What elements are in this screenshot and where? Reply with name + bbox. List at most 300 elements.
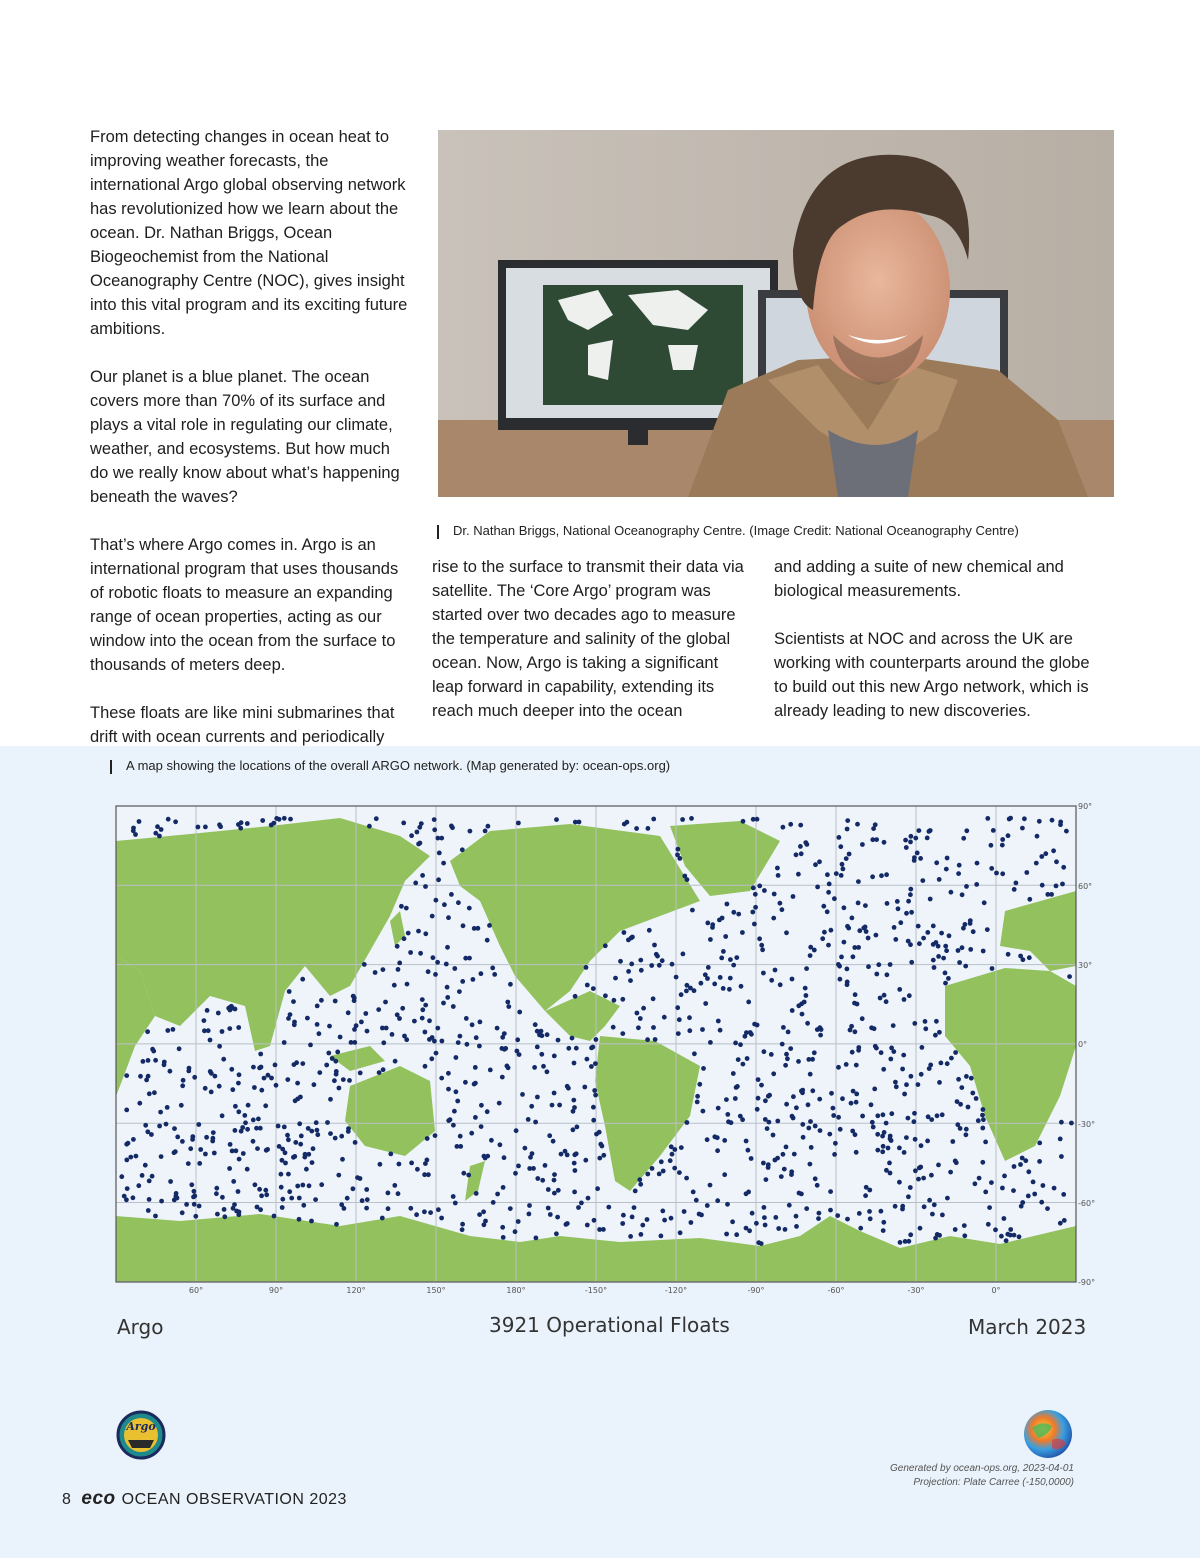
float-marker: [280, 1197, 285, 1202]
float-marker: [701, 1066, 706, 1071]
float-marker: [184, 1202, 189, 1207]
float-marker: [763, 1098, 768, 1103]
float-marker: [585, 983, 590, 988]
float-marker: [725, 1202, 730, 1207]
float-marker: [217, 1084, 222, 1089]
float-marker: [238, 826, 243, 831]
float-marker: [409, 833, 414, 838]
float-marker: [177, 1046, 182, 1051]
float-marker: [464, 1016, 469, 1021]
float-marker: [351, 994, 356, 999]
float-marker: [276, 1124, 281, 1129]
float-marker: [486, 824, 491, 829]
float-marker: [626, 969, 631, 974]
float-marker: [1037, 1159, 1042, 1164]
float-marker: [906, 899, 911, 904]
float-marker: [857, 928, 862, 933]
float-marker: [651, 817, 656, 822]
lat-label-60s: -60°: [1078, 1199, 1096, 1208]
float-marker: [923, 1019, 928, 1024]
float-marker: [501, 1185, 506, 1190]
float-marker: [840, 862, 845, 867]
float-marker: [253, 1182, 258, 1187]
lon-label-90w: -90°: [747, 1286, 765, 1295]
float-marker: [689, 816, 694, 821]
float-marker: [1019, 1204, 1024, 1209]
float-marker: [454, 1055, 459, 1060]
float-marker: [228, 1008, 233, 1013]
float-marker: [264, 1192, 269, 1197]
float-marker: [860, 842, 865, 847]
float-marker: [803, 986, 808, 991]
float-marker: [633, 1189, 638, 1194]
float-marker: [618, 959, 623, 964]
float-marker: [948, 1170, 953, 1175]
float-marker: [546, 1206, 551, 1211]
article-column-2: [432, 555, 752, 747]
float-marker: [913, 836, 918, 841]
float-marker: [222, 1207, 227, 1212]
float-marker: [166, 817, 171, 822]
float-marker: [933, 1236, 938, 1241]
float-marker: [762, 1049, 767, 1054]
float-marker: [985, 816, 990, 821]
float-marker: [543, 1163, 548, 1168]
float-marker: [835, 1213, 840, 1218]
float-marker: [425, 1136, 430, 1141]
float-marker: [533, 1120, 538, 1125]
float-marker: [769, 1052, 774, 1057]
float-marker: [1041, 1183, 1046, 1188]
float-marker: [716, 1106, 721, 1111]
float-marker: [638, 1182, 643, 1187]
float-marker: [300, 977, 305, 982]
float-marker: [871, 1125, 876, 1130]
float-marker: [460, 979, 465, 984]
float-marker: [915, 851, 920, 856]
float-marker: [573, 994, 578, 999]
float-marker: [429, 1056, 434, 1061]
float-marker: [576, 1205, 581, 1210]
float-marker: [441, 1001, 446, 1006]
float-marker: [796, 872, 801, 877]
float-marker: [889, 1111, 894, 1116]
float-marker: [433, 972, 438, 977]
float-marker: [741, 1062, 746, 1067]
float-marker: [306, 1126, 311, 1131]
float-marker: [119, 1174, 124, 1179]
float-marker: [1008, 816, 1013, 821]
paragraph-blue-planet: Our planet is a blue planet. The ocean covers more than 70% of its surface and plays a vital role in regulating our climate, weather, and ecosystems. But how much do we really know about what’s happening beneath the waves?: [90, 368, 400, 506]
float-marker: [766, 1165, 771, 1170]
float-marker: [491, 1200, 496, 1205]
float-marker: [193, 1214, 198, 1219]
float-marker: [675, 852, 680, 857]
float-marker: [479, 971, 484, 976]
float-marker: [975, 861, 980, 866]
float-marker: [502, 1155, 507, 1160]
float-marker: [299, 1134, 304, 1139]
float-marker: [257, 1187, 262, 1192]
float-marker: [873, 1044, 878, 1049]
float-marker: [734, 1085, 739, 1090]
float-marker: [773, 968, 778, 973]
float-marker: [950, 1139, 955, 1144]
float-marker: [1054, 859, 1059, 864]
float-marker: [645, 1172, 650, 1177]
intro-paragraph: From detecting changes in ocean heat to improving weather forecasts, the international Argo global observing network has revolutionized how we learn about the ocean. Dr. Nathan Briggs, Ocean Biogeochemist from the National Oceanography Centre (NOC), gives insight into this vital program and its exciting future ambitions.: [90, 128, 408, 338]
float-marker: [749, 1156, 754, 1161]
float-marker: [197, 1204, 202, 1209]
float-marker: [203, 825, 208, 830]
float-marker: [291, 1155, 296, 1160]
float-marker: [741, 819, 746, 824]
float-marker: [345, 1196, 350, 1201]
float-marker: [455, 1099, 460, 1104]
float-marker: [744, 1226, 749, 1231]
float-marker: [955, 1099, 960, 1104]
float-marker: [940, 1213, 945, 1218]
float-marker: [227, 1026, 232, 1031]
float-marker: [705, 921, 710, 926]
float-marker: [245, 821, 250, 826]
float-marker: [147, 1179, 152, 1184]
float-marker: [589, 1046, 594, 1051]
float-marker: [435, 960, 440, 965]
float-marker: [864, 1185, 869, 1190]
float-marker: [190, 1137, 195, 1142]
float-marker: [957, 863, 962, 868]
float-marker: [695, 1094, 700, 1099]
float-marker: [157, 1124, 162, 1129]
float-marker: [162, 1060, 167, 1065]
float-marker: [941, 956, 946, 961]
longitude-labels: [189, 1286, 1001, 1295]
float-marker: [630, 1215, 635, 1220]
float-marker: [380, 1216, 385, 1221]
float-marker: [396, 1191, 401, 1196]
float-marker: [251, 1065, 256, 1070]
lat-label-60n: 60°: [1078, 882, 1093, 891]
float-marker: [181, 1078, 186, 1083]
float-marker: [837, 835, 842, 840]
float-marker: [646, 826, 651, 831]
float-marker: [546, 1187, 551, 1192]
float-marker: [754, 1221, 759, 1226]
float-marker: [175, 1135, 180, 1140]
float-marker: [751, 886, 756, 891]
float-marker: [597, 1156, 602, 1161]
float-marker: [436, 836, 441, 841]
lon-label-150w: -150°: [584, 1286, 608, 1295]
lat-label-0: 0°: [1078, 1040, 1088, 1049]
float-marker: [427, 1018, 432, 1023]
float-marker: [287, 989, 292, 994]
float-marker: [727, 987, 732, 992]
float-marker: [825, 909, 830, 914]
float-marker: [513, 1171, 518, 1176]
float-marker: [495, 1192, 500, 1197]
float-marker: [595, 1186, 600, 1191]
float-marker: [855, 822, 860, 827]
float-marker: [723, 934, 728, 939]
float-marker: [210, 1139, 215, 1144]
float-marker: [620, 1221, 625, 1226]
float-marker: [980, 1113, 985, 1118]
float-marker: [258, 1126, 263, 1131]
float-marker: [217, 1044, 222, 1049]
float-marker: [168, 1179, 173, 1184]
float-marker: [548, 1212, 553, 1217]
float-marker: [981, 949, 986, 954]
float-marker: [365, 1029, 370, 1034]
float-marker: [708, 1183, 713, 1188]
float-marker: [935, 1113, 940, 1118]
float-marker: [790, 977, 795, 982]
float-marker: [1026, 1169, 1031, 1174]
float-marker: [788, 822, 793, 827]
float-marker: [362, 962, 367, 967]
float-marker: [423, 1064, 428, 1069]
float-marker: [340, 1157, 345, 1162]
float-marker: [653, 1037, 658, 1042]
float-marker: [937, 877, 942, 882]
float-marker: [419, 821, 424, 826]
float-marker: [378, 1162, 383, 1167]
float-marker: [552, 1054, 557, 1059]
float-marker: [817, 1211, 822, 1216]
float-marker: [925, 836, 930, 841]
float-marker: [626, 938, 631, 943]
eco-brand: eco: [81, 1488, 116, 1509]
float-marker: [850, 1050, 855, 1055]
float-marker: [545, 1032, 550, 1037]
float-marker: [778, 982, 783, 987]
float-marker: [763, 1223, 768, 1228]
float-marker: [906, 1194, 911, 1199]
float-marker: [292, 1020, 297, 1025]
float-marker: [1006, 833, 1011, 838]
lat-label-90s: -90°: [1078, 1278, 1096, 1287]
float-marker: [230, 1149, 235, 1154]
float-marker: [786, 1030, 791, 1035]
float-marker: [291, 999, 296, 1004]
float-marker: [300, 1183, 305, 1188]
float-marker: [734, 955, 739, 960]
map-section: [0, 746, 1200, 1558]
float-marker: [461, 923, 466, 928]
float-marker: [662, 1015, 667, 1020]
float-marker: [731, 963, 736, 968]
float-marker: [582, 1085, 587, 1090]
float-marker: [815, 1183, 820, 1188]
float-marker: [237, 1157, 242, 1162]
float-marker: [854, 1100, 859, 1105]
float-marker: [1061, 1192, 1066, 1197]
float-marker: [315, 1128, 320, 1133]
float-marker: [904, 1135, 909, 1140]
float-marker: [288, 817, 293, 822]
float-marker: [566, 1046, 571, 1051]
float-marker: [868, 1216, 873, 1221]
float-marker: [761, 1161, 766, 1166]
float-marker: [547, 1133, 552, 1138]
float-marker: [863, 903, 868, 908]
float-marker: [572, 1190, 577, 1195]
float-marker: [265, 1147, 270, 1152]
float-marker: [1014, 881, 1019, 886]
float-marker: [674, 975, 679, 980]
lon-label-60e: 60°: [188, 1286, 204, 1295]
lat-label-30n: 30°: [1078, 961, 1093, 970]
float-marker: [730, 1219, 735, 1224]
float-marker: [680, 817, 685, 822]
float-marker: [529, 1104, 534, 1109]
float-marker: [771, 1133, 776, 1138]
float-marker: [474, 1191, 479, 1196]
float-marker: [600, 1144, 605, 1149]
float-marker: [1022, 816, 1027, 821]
float-marker: [733, 1041, 738, 1046]
float-marker: [457, 989, 462, 994]
float-marker: [227, 1166, 232, 1171]
float-marker: [675, 1005, 680, 1010]
float-marker: [172, 1150, 177, 1155]
float-marker: [838, 1127, 843, 1132]
float-marker: [404, 906, 409, 911]
float-marker: [800, 1012, 805, 1017]
float-marker: [1032, 1192, 1037, 1197]
float-marker: [790, 1008, 795, 1013]
float-marker: [744, 1191, 749, 1196]
float-marker: [603, 943, 608, 948]
float-marker: [943, 944, 948, 949]
float-marker: [697, 1082, 702, 1087]
float-marker: [943, 981, 948, 986]
float-marker: [836, 962, 841, 967]
float-marker: [827, 1132, 832, 1137]
float-marker: [263, 1188, 268, 1193]
float-marker: [425, 1158, 430, 1163]
float-marker: [473, 1115, 478, 1120]
float-marker: [961, 836, 966, 841]
float-marker: [508, 982, 513, 987]
float-marker: [738, 1114, 743, 1119]
float-marker: [262, 1076, 267, 1081]
float-marker: [451, 1004, 456, 1009]
float-marker: [939, 1061, 944, 1066]
float-marker: [557, 1103, 562, 1108]
float-marker: [186, 1069, 191, 1074]
float-marker: [423, 931, 428, 936]
float-marker: [418, 841, 423, 846]
float-marker: [203, 1152, 208, 1157]
float-marker: [628, 978, 633, 983]
float-marker: [455, 1144, 460, 1149]
float-marker: [832, 896, 837, 901]
float-marker: [722, 1138, 727, 1143]
float-marker: [884, 1168, 889, 1173]
float-marker: [850, 1129, 855, 1134]
float-marker: [912, 1111, 917, 1116]
float-marker: [804, 966, 809, 971]
float-marker: [903, 838, 908, 843]
float-marker: [517, 1010, 522, 1015]
float-marker: [263, 1103, 268, 1108]
float-marker: [949, 1056, 954, 1061]
float-marker: [397, 961, 402, 966]
float-marker: [964, 884, 969, 889]
float-marker: [277, 1144, 282, 1149]
float-marker: [969, 1076, 974, 1081]
float-marker: [124, 1158, 129, 1163]
float-marker: [916, 1177, 921, 1182]
lon-label-150e: 150°: [426, 1286, 446, 1295]
float-marker: [416, 929, 421, 934]
float-marker: [765, 1126, 770, 1131]
float-marker: [552, 1191, 557, 1196]
generated-line-2: Projection: Plate Carree (-150,0000): [913, 1477, 1074, 1488]
float-marker: [477, 1212, 482, 1217]
float-marker: [756, 1096, 761, 1101]
float-marker: [864, 929, 869, 934]
float-marker: [660, 958, 665, 963]
float-marker: [274, 1083, 279, 1088]
float-marker: [453, 1201, 458, 1206]
float-marker: [393, 1059, 398, 1064]
float-marker: [964, 1074, 969, 1079]
float-marker: [856, 901, 861, 906]
float-marker: [885, 901, 890, 906]
float-marker: [445, 945, 450, 950]
float-marker: [1058, 1137, 1063, 1142]
map-footer-label-argo: Argo: [117, 1315, 164, 1339]
float-marker: [1045, 1206, 1050, 1211]
float-marker: [488, 1068, 493, 1073]
argo-logo-text: Argo: [126, 1420, 156, 1433]
float-marker: [1069, 1121, 1074, 1126]
float-marker: [574, 1046, 579, 1051]
float-marker: [879, 1209, 884, 1214]
float-marker: [875, 1132, 880, 1137]
paragraph-uk-scientists: Scientists at NOC and across the UK are working with counterparts around the globe to build out this new Argo network, which is already leading to new discoveries.: [774, 630, 1090, 720]
float-marker: [285, 1133, 290, 1138]
float-marker: [467, 906, 472, 911]
float-marker: [451, 1123, 456, 1128]
float-marker: [502, 1031, 507, 1036]
float-marker: [885, 972, 890, 977]
float-marker: [670, 1152, 675, 1157]
float-marker: [805, 1021, 810, 1026]
float-marker: [381, 967, 386, 972]
float-marker: [456, 1040, 461, 1045]
float-marker: [300, 1061, 305, 1066]
float-marker: [506, 1004, 511, 1009]
float-marker: [884, 872, 889, 877]
float-marker: [639, 968, 644, 973]
float-marker: [669, 1144, 674, 1149]
float-marker: [881, 1112, 886, 1117]
float-marker: [715, 1135, 720, 1140]
float-marker: [767, 1093, 772, 1098]
float-marker: [214, 1191, 219, 1196]
float-marker: [515, 1049, 520, 1054]
float-marker: [603, 993, 608, 998]
float-marker: [469, 1131, 474, 1136]
float-marker: [478, 1020, 483, 1025]
float-marker: [849, 1101, 854, 1106]
float-marker: [908, 840, 913, 845]
